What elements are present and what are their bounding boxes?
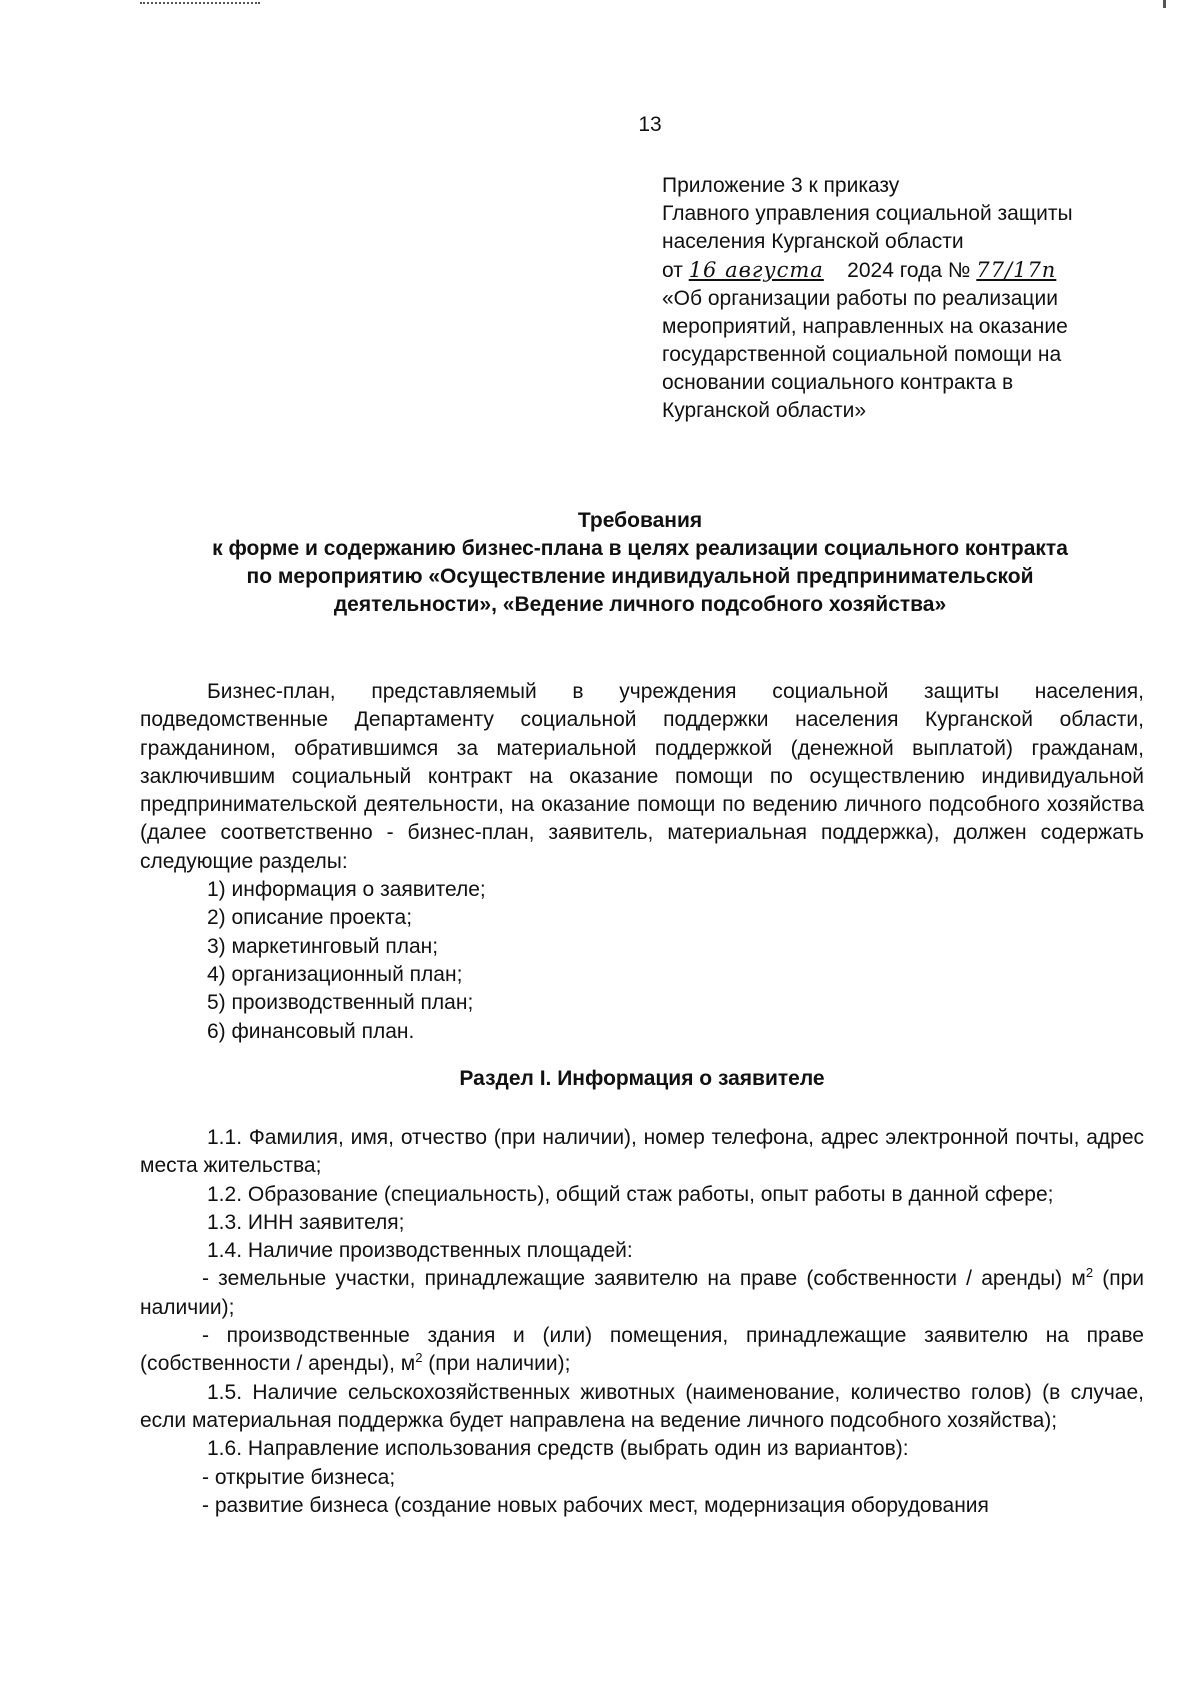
appendix-line: Главного управления социальной защиты [662, 202, 1073, 225]
list-item: 3) маркетинговый план; [207, 934, 439, 958]
appendix-line: Приложение 3 к приказу [662, 174, 900, 197]
appendix-line: «Об организации работы по реализации [662, 287, 1058, 310]
intro-paragraph: Бизнес-план, представляемый в учреждения социальной защиты населения, подведомственные Департаменту социальной поддержки населения Курганской области, гражданином, обратившимся за материальной поддержкой (денежной выплатой) гражданам, заключившим социальный контракт на оказание помощи по осуществлению индивидуальной предпринимательской деятельности, на оказание помощи по ведению личного подсобного хозяйства (далее соответственно - бизнес-план, заявитель, материальная поддержка), должен содержать следующие разделы: [140, 680, 1144, 873]
subitem-text: - производственные здания и (или) помещения, принадлежащие заявителю на праве (собственности / аренды), м [140, 1324, 1144, 1376]
section-subitem [140, 1322, 1144, 1379]
appendix-line: государственной социальной помощи на [662, 343, 1062, 366]
title-line: по мероприятию «Осуществление индивидуальной предпринимательской [246, 565, 1034, 588]
subitem-text: (при наличии); [140, 1267, 1145, 1319]
section-item: 1.4. Наличие производственных площадей: [207, 1239, 633, 1263]
option-item: - развитие бизнеса (создание новых рабочих мест, модернизация оборудования [202, 1493, 989, 1517]
section-subitem [140, 1265, 1144, 1322]
superscript: 2 [415, 1350, 423, 1366]
appendix-line: Курганской области» [662, 399, 867, 422]
section-item: 1.3. ИНН заявителя; [207, 1210, 405, 1234]
list-item: 6) финансовый план. [207, 1019, 415, 1043]
list-item: 1) информация о заявителе; [207, 878, 486, 902]
appendix-date-line [662, 256, 1162, 285]
subitem-text: - земельные участки, принадлежащие заявителю на праве (собственности / аренды) м [202, 1267, 1086, 1291]
handwritten-number: 77/17п [976, 258, 1057, 282]
section-item: 1.5. Наличие сельскохозяйственных животных (наименование, количество голов) (в случае, если материальная поддержка будет направлена на ведение личного подсобного хозяйства); [140, 1380, 1144, 1432]
section-heading: Раздел I. Информация о заявителе [459, 1067, 825, 1090]
appendix-line: основании социального контракта в [662, 371, 1014, 394]
page-number: 13 [638, 113, 662, 136]
section-item: 1.6. Направление использования средств (выбрать один из вариантов): [207, 1437, 909, 1461]
superscript: 2 [1085, 1265, 1094, 1281]
option-item: - открытие бизнеса; [202, 1465, 396, 1489]
subitem-text: (при наличии); [422, 1352, 571, 1376]
list-item: 2) описание проекта; [207, 906, 413, 930]
title-line: к форме и содержанию бизнес-плана в целях реализации социального контракта [212, 537, 1068, 560]
handwritten-date: 16 августа [688, 258, 824, 282]
section-item: 1.2. Образование (специальность), общий стаж работы, опыт работы в данной сфере; [207, 1182, 1054, 1206]
section-body [140, 1124, 1144, 1520]
section-item: 1.1. Фамилия, имя, отчество (при наличии), номер телефона, адрес электронной почты, адрес места жительства; [140, 1126, 1144, 1178]
intro-block [140, 678, 1144, 1046]
title-line: деятельности», «Ведение личного подсобного хозяйства» [333, 593, 947, 616]
date-prefix: от [662, 259, 683, 282]
year-text: 2024 года № [847, 259, 971, 282]
title-line: Требования [577, 509, 703, 532]
scan-artifact-right [1163, 0, 1166, 8]
list-item: 4) организационный план; [207, 962, 463, 986]
document-title [140, 507, 1140, 619]
appendix-line: населения Курганской области [662, 230, 964, 253]
list-item: 5) производственный план; [207, 991, 474, 1015]
appendix-line: мероприятий, направленных на оказание [662, 315, 1068, 338]
appendix-header [662, 172, 1162, 425]
scan-artifact [140, 2, 260, 10]
